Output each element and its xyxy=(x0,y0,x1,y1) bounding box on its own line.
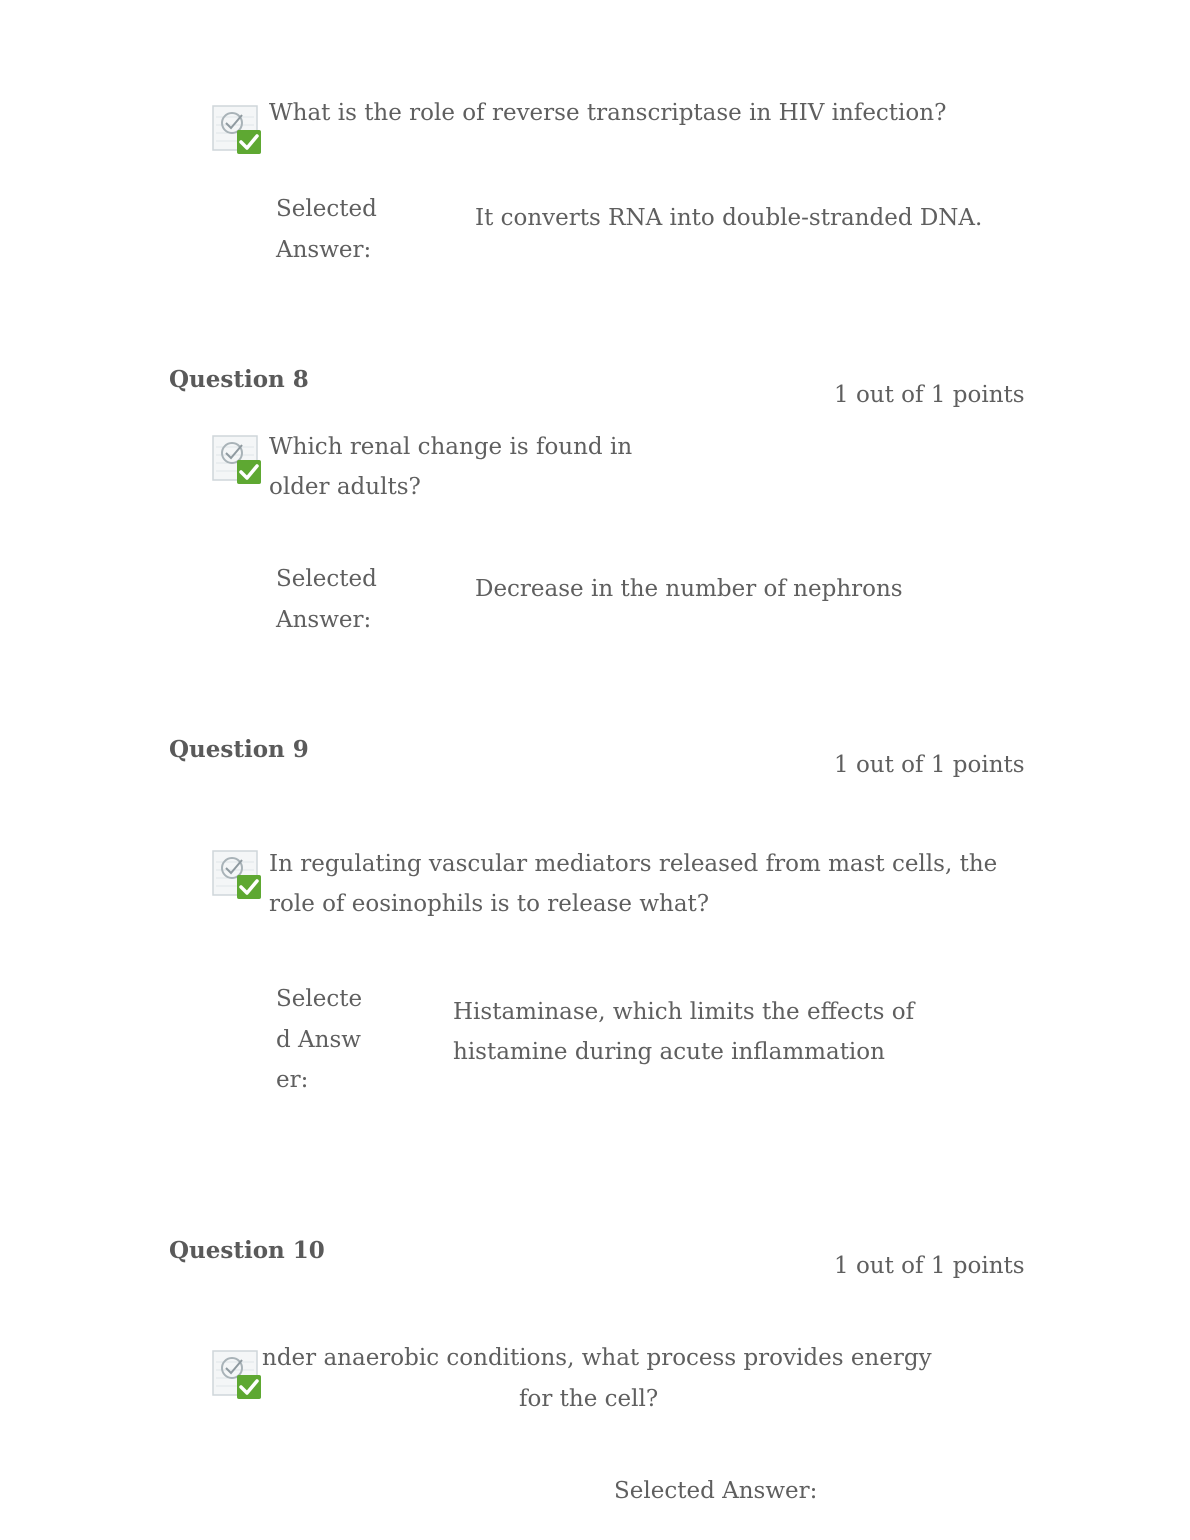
selected-answer-label: Selected Answer: xyxy=(276,566,377,633)
correct-answer-icon xyxy=(212,435,262,485)
question-text: In regulating vascular mediators released from mast cells, the role of eosinophils is to release what? xyxy=(269,851,998,917)
question-heading: Question 9 xyxy=(169,736,309,763)
selected-answer-label: Selected Answer: xyxy=(276,986,363,1093)
question-points: 1 out of 1 points xyxy=(834,1253,1025,1279)
selected-answer: It converts RNA into double-stranded DNA. xyxy=(475,205,983,231)
question-points: 1 out of 1 points xyxy=(834,752,1025,778)
selected-answer-label: Selected Answer: xyxy=(276,196,377,263)
question-text-line-1: nder anaerobic conditions, what process provides energy xyxy=(262,1345,932,1371)
correct-answer-icon xyxy=(212,850,262,900)
question-heading: Question 8 xyxy=(169,366,309,393)
question-points: 1 out of 1 points xyxy=(834,382,1025,408)
correct-answer-icon xyxy=(212,1350,262,1400)
selected-answer: Decrease in the number of nephrons xyxy=(475,576,903,602)
question-text: What is the role of reverse transcriptase in HIV infection? xyxy=(269,100,947,126)
selected-answer-label: Selected Answer: xyxy=(614,1478,818,1504)
question-heading: Question 10 xyxy=(169,1237,325,1264)
selected-answer: Histaminase, which limits the effects of histamine during acute inflammation xyxy=(453,999,915,1065)
question-text: Which renal change is found in older adults? xyxy=(269,434,633,500)
question-text-line-2: for the cell? xyxy=(519,1386,659,1412)
correct-answer-icon xyxy=(212,105,262,155)
